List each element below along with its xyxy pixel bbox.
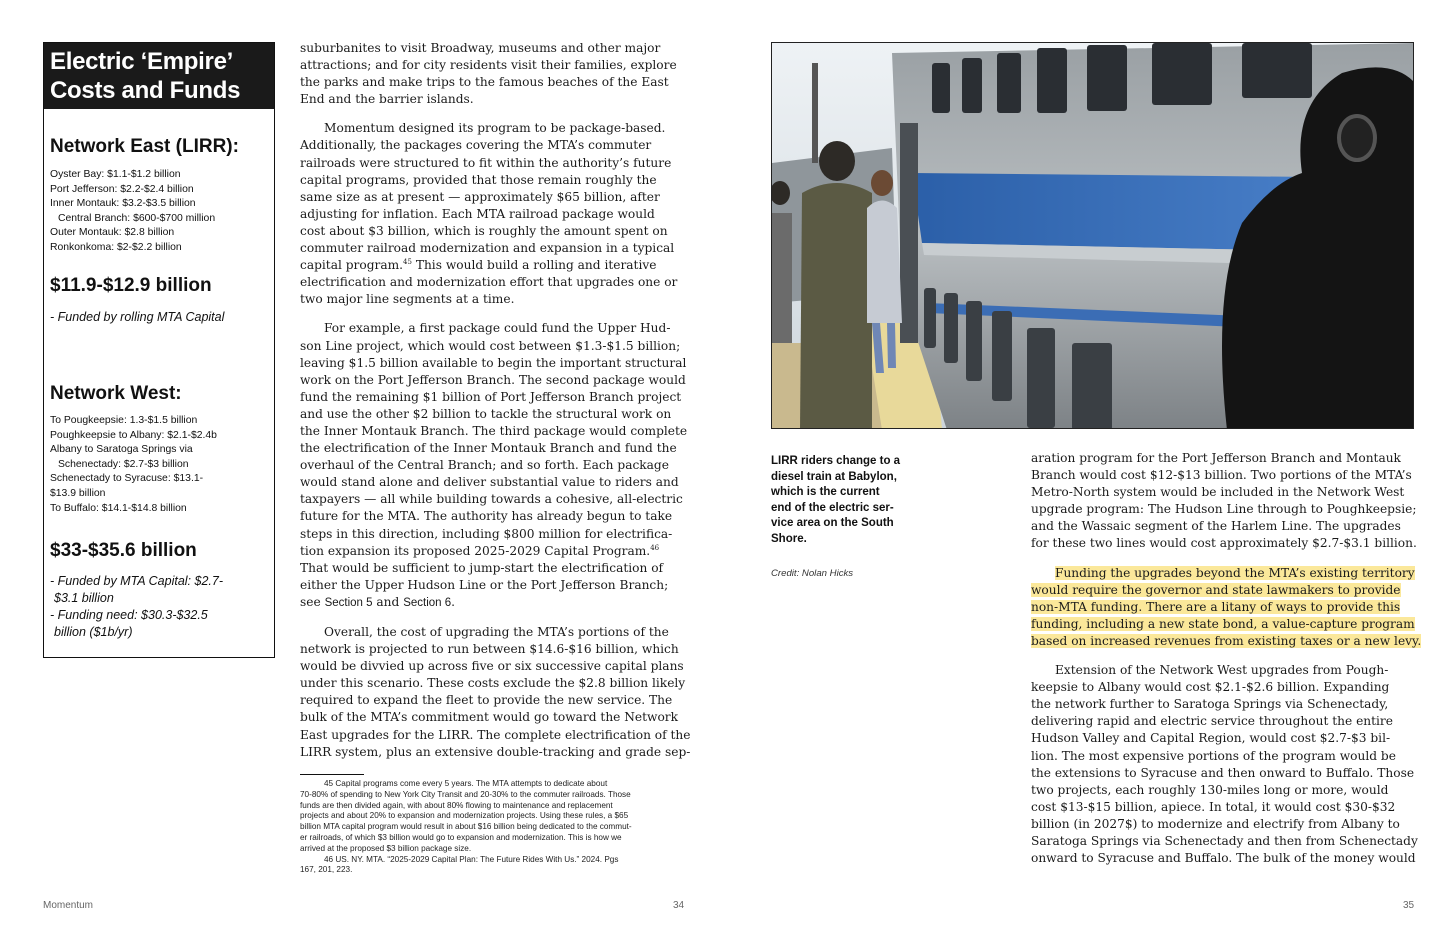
text-line: electrification and modernization effort that upgrades one or: [300, 275, 678, 290]
text-line: Saratoga Springs via Schenectady and then from Schenectady: [1031, 833, 1418, 848]
note-line: billion ($1b/yr): [54, 625, 133, 639]
text-line: would be divvied up across five or six successive capital plans: [300, 659, 684, 674]
text-line: and use the other $2 billion to tackle the structural work on: [300, 406, 672, 421]
text-line: and the Wassaic segment of the Harlem Line. The upgrades: [1031, 519, 1401, 534]
text-fragment: and: [372, 594, 404, 609]
section-6-link[interactable]: Section 6: [403, 596, 452, 609]
text-line: railroads were structured to fit within the authority’s future: [300, 155, 672, 170]
text-line: for these two lines would cost approximately $2.7-$3.1 billion.: [1031, 536, 1417, 551]
footnote-line: 46 US. NY. MTA. “2025-2029 Capital Plan: The Future Rides With Us.” 2024. Pgs: [324, 854, 619, 864]
footnote-line: arrived at the proposed $3 billion package size.: [300, 843, 472, 853]
text-line: network is projected to run between $14.6-$16 billion, which: [300, 642, 679, 657]
photo-credit: Credit: Nolan Hicks: [771, 568, 854, 579]
text-line: two major line segments at a time.: [300, 292, 515, 307]
text-line: would stand alone and deliver substantial value to riders and: [300, 475, 679, 490]
text-line: taxpayers — all while building towards a cohesive, all-electric: [300, 492, 683, 507]
network-west-list: [50, 414, 265, 516]
list-item: Central Branch: $600-$700 million: [58, 212, 216, 224]
highlighted-line: Funding the upgrades beyond the MTA’s existing territory: [1055, 565, 1415, 580]
paragraph: [1031, 450, 1415, 553]
text-line: the parks and make trips to the famous beaches of the East: [300, 75, 669, 90]
section-5-link[interactable]: Section 5: [324, 596, 373, 609]
text-line: upgrade program: The Hudson Line through to Poughkeepsie;: [1031, 502, 1417, 517]
list-item: To Buffalo: $14.1-$14.8 billion: [50, 502, 187, 514]
text-line: capital programs, provided that those remain roughly the: [300, 172, 657, 187]
photo-caption: [771, 454, 931, 548]
text-line: Momentum designed its program to be package-based.: [324, 121, 666, 136]
page-number-left: 34: [673, 900, 685, 911]
cost-sidebar-box: [43, 42, 275, 658]
footnote-line: 70-80% of spending to New York City Transit and 20-30% to the commuter railroads. Those: [300, 789, 631, 799]
text-line: Overall, the cost of upgrading the MTA’s portions of the: [324, 625, 669, 639]
footnote-line: funds are then divided again, with about 80% flowing to maintenance and replacement: [300, 800, 613, 810]
text-line: required to expand the fleet to provide the new service. The: [300, 693, 673, 708]
list-item: Albany to Saratoga Springs via: [50, 444, 193, 456]
network-east-list: [50, 168, 265, 256]
text-line: [300, 257, 686, 274]
network-east-total: $11.9-$12.9 billion: [50, 275, 212, 296]
list-item: Ronkonkoma: $2-$2.2 billion: [50, 241, 182, 253]
sidebar-title-line: Electric ‘Empire’: [50, 48, 233, 75]
text-line: cost about $3 billion, which is roughly the amount spent on: [300, 223, 668, 238]
text-line: the network further to Saratoga Springs via Schenectady,: [1031, 697, 1389, 712]
caption-line: LIRR riders change to a: [771, 455, 901, 467]
caption-line: Shore.: [771, 532, 807, 545]
text-fragment: .: [451, 594, 456, 609]
text-line: attractions; and for city residents visit their families, explore: [300, 58, 677, 73]
highlighted-line: would require the governor and state lawmakers to provide: [1031, 582, 1401, 597]
text-line: Extension of the Network West upgrades from Pough-: [1055, 663, 1389, 678]
text-line: commuter railroad modernization and expansion in a typical: [300, 241, 675, 256]
footnote-ref-46[interactable]: 46: [650, 543, 660, 552]
highlighted-line: funding, including a new state bond, a value-capture program: [1031, 616, 1415, 631]
text-line: cost $13-$15 billion, apiece. In total, it would cost $30-$32: [1031, 799, 1396, 814]
text-line: suburbanites to visit Broadway, museums and other major: [300, 41, 661, 55]
list-item: Schenectady to Syracuse: $13.1-: [50, 473, 204, 485]
paragraph: [1031, 662, 1418, 867]
text-line: under this scenario. These costs exclude the $2.8 billion likely: [300, 676, 686, 691]
text-line: aration program for the Port Jefferson Branch and Montauk: [1031, 451, 1401, 465]
footnote-divider: [300, 774, 364, 775]
text-line: adjusting for inflation. Each MTA railroad package would: [300, 206, 655, 221]
text-line: For example, a first package could fund the Upper Hud-: [324, 321, 671, 336]
text-line: the electrification of the Inner Montauk Branch and fund the: [300, 441, 677, 456]
text-line: lion. The most expensive portions of the program would be: [1031, 748, 1396, 763]
text-line: son Line project, which would cost between $1.3-$1.5 billion;: [300, 338, 681, 353]
network-east-heading: Network East (LIRR):: [50, 136, 239, 157]
text-fragment: see: [300, 594, 325, 609]
left-body-column: [300, 40, 691, 773]
list-item: Outer Montauk: $2.8 billion: [50, 227, 175, 239]
network-east-funding-note: - Funded by rolling MTA Capital: [50, 310, 225, 324]
paragraph: [300, 120, 686, 308]
text-line: fund the remaining $1 billion of Port Jefferson Branch project: [300, 389, 682, 404]
text-line: steps in this direction, including $800 million for electrifica-: [300, 526, 673, 541]
caption-line: diesel train at Babylon,: [771, 470, 897, 483]
list-item: Schenectady: $2.7-$3 billion: [58, 458, 189, 470]
note-line: - Funded by MTA Capital: $2.7-: [50, 574, 223, 588]
text-line: future for the MTA. The authority has already begun to take: [300, 509, 673, 524]
text-line: LIRR system, plus an extensive double-tracking and grade sep-: [300, 744, 691, 759]
network-west-total: $33-$35.6 billion: [50, 540, 197, 561]
footnote-line: 167, 201, 223.: [300, 865, 353, 875]
list-item: Inner Montauk: $3.2-$3.5 billion: [50, 198, 196, 210]
train-platform-photo: [771, 42, 1414, 429]
text-line: work on the Port Jefferson Branch. The second package would: [300, 372, 686, 387]
footnotes: [300, 779, 692, 876]
text-line: [300, 543, 686, 560]
sidebar-title: [44, 43, 274, 109]
note-line: $3.1 billion: [54, 591, 114, 605]
note-line: - Funding need: $30.3-$32.5: [50, 608, 208, 622]
text-line: keepsie to Albany would cost $2.1-$2.6 billion. Expanding: [1031, 680, 1390, 695]
text-line: bulk of the MTA’s commitment would go toward the Network: [300, 710, 679, 725]
text-line: billion (in 2027$) to modernize and electrify from Albany to: [1031, 816, 1400, 831]
list-item: Port Jefferson: $2.2-$2.4 billion: [50, 183, 194, 195]
publication-name: Momentum: [43, 900, 94, 911]
text-line: Metro-North system would be included in the Network West: [1031, 485, 1405, 500]
caption-line: end of the electric ser-: [771, 501, 894, 514]
text-fragment: This would build a rolling and iterative: [411, 258, 657, 273]
text-line: Hudson Valley and Capital Region, would cost $2.7-$3 bil-: [1031, 731, 1391, 746]
footnote-ref-45[interactable]: 45: [403, 258, 412, 267]
text-line: two projects, each roughly 130-miles long or more, would: [1031, 782, 1389, 797]
text-line: same size as at present — approximately $65 billion, after: [300, 189, 660, 204]
footnote-line: projects and about 20% to expansion and modernization projects. Using these rules, a $65: [300, 811, 629, 821]
right-body-column: [1031, 450, 1422, 879]
footnote-line: 45 Capital programs come every 5 years. The MTA attempts to dedicate about: [324, 779, 608, 788]
text-line: the Inner Montauk Branch. The third package would complete: [300, 423, 688, 438]
text-fragment: tion expansion its proposed 2025-2029 Capital Program.: [300, 543, 651, 558]
text-line: delivering rapid and electric service throughout the entire: [1031, 714, 1393, 729]
list-item: $13.9 billion: [50, 487, 106, 499]
list-item: Oyster Bay: $1.1-$1.2 billion: [50, 169, 181, 180]
text-line: East upgrades for the LIRR. The complete electrification of the: [300, 727, 691, 742]
text-line: Branch would cost $12-$13 billion. Two portions of the MTA’s: [1031, 468, 1412, 483]
text-line: leaving $1.5 billion available to begin the important structural: [300, 355, 687, 370]
paragraph: [300, 624, 691, 761]
footnote-line: er railroads, of which $3 billion would go to expansion and modernization. This is how we: [300, 832, 622, 842]
text-line: [300, 594, 686, 612]
text-line: overhaul of the Central Branch; and so forth. Each package: [300, 458, 669, 473]
network-west-heading: Network West:: [50, 383, 182, 404]
highlighted-line: non-MTA funding. There are a litany of ways to provide this: [1031, 599, 1401, 614]
caption-line: which is the current: [771, 486, 880, 499]
highlighted-line: based on increased revenues from existing taxes or a new levy.: [1031, 633, 1422, 648]
text-fragment: capital program.: [300, 258, 404, 273]
text-line: Additionally, the packages covering the MTA’s commuter: [300, 138, 652, 153]
list-item: To Pougkeepsie: 1.3-$1.5 billion: [50, 415, 198, 426]
page-number-right: 35: [1403, 900, 1415, 911]
list-item: Poughkeepsie to Albany: $2.1-$2.4b: [50, 429, 217, 441]
network-west-funding-notes: [50, 573, 265, 641]
text-line: either the Upper Hudson Line or the Port Jefferson Branch;: [300, 577, 669, 592]
caption-line: vice area on the South: [771, 517, 894, 530]
text-line: That would be sufficient to jump-start the electrification of: [300, 560, 664, 575]
text-line: the extensions to Syracuse and then onward to Buffalo. Those: [1031, 765, 1415, 780]
footnote-line: billion MTA capital program would result in about $16 billion being dedicated to the commut-: [300, 822, 632, 832]
paragraph: [300, 320, 686, 612]
text-line: End and the barrier islands.: [300, 92, 474, 107]
train-photo-illustration: [772, 43, 1414, 429]
paragraph: [300, 40, 686, 108]
text-line: onward to Syracuse and Buffalo. The bulk of the money would: [1031, 851, 1416, 866]
sidebar-title-line: Costs and Funds: [50, 77, 241, 104]
highlighted-paragraph: [1031, 565, 1422, 650]
